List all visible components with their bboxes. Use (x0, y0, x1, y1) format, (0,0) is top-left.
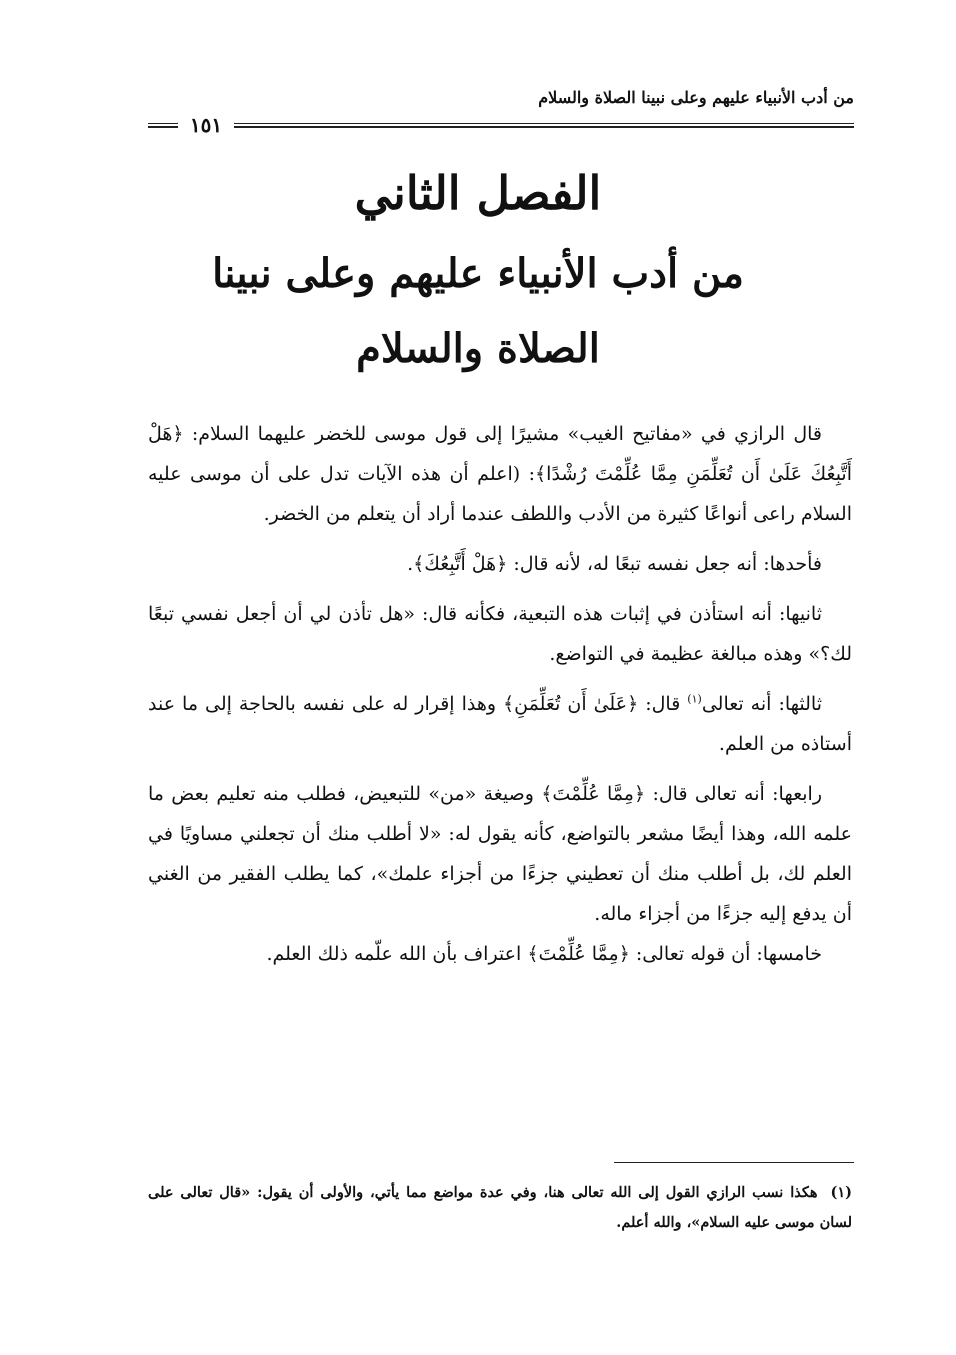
header-rule-long (234, 123, 854, 128)
chapter-subtitle-line-2: الصلاة والسلام (356, 325, 600, 372)
third-point-lead: ثالثها: أنه تعالى (701, 693, 822, 715)
footnote-marker: (١) (830, 1184, 852, 1201)
paragraph-fourth-point: رابعها: أنه تعالى قال: ﴿مِمَّا عُلِّمْتَ﴾ وصيغة «من» للتبعيض، فطلب منه تعليم بعض ما علمه الله، وهذا أيضًا مشعر بالتواضع، كأنه يقول له: «لا أطلب منك أن تجعلني مساويًا في العلم لك، بل أطلب منك أن تعطيني جزءًا من أجزاء علمك»، كما يطلب الفقير من الغني أن يدفع إليه جزءًا من أجزاء ماله. (148, 783, 852, 925)
header-rule-short (148, 123, 178, 128)
paragraph-fifth-point: خامسها: أن قوله تعالى: ﴿مِمَّا عُلِّمْتَ﴾ اعتراف بأن الله علّمه ذلك العلم. (266, 943, 822, 965)
chapter-title: الفصل الثاني (354, 166, 602, 220)
running-head-title: من أدب الأنبياء عليهم وعلى نبينا الصلاة والسلام (538, 88, 854, 107)
chapter-subtitle-line-1: من أدب الأنبياء عليهم وعلى نبينا (212, 250, 744, 297)
paragraph-second-point: ثانيها: أنه استأذن في إثبات هذه التبعية، فكأنه قال: «هل تأذن لي أن أجعل نفسي تبعًا لك؟» وهذه مبالغة عظيمة في التواضع. (148, 603, 852, 665)
third-point-rest: قال: ﴿عَلَىٰ أَن تُعَلِّمَنِ﴾ وهذا إقرار له على نفسه بالحاجة إلى ما عند أستاذه من العلم. (148, 693, 852, 755)
footnote-text: هكذا نسب الرازي القول إلى الله تعالى هنا، وفي عدة مواضع مما يأتي، والأولى أن يقول: «قال تعالى على لسان موسى عليه السلام»، والله أعلم. (148, 1184, 852, 1231)
header-rule (148, 113, 854, 137)
page-number: ١٥١ (182, 113, 230, 137)
footnote-reference: (١) (687, 692, 702, 706)
footnote-separator (614, 1162, 854, 1163)
paragraph-intro: قال الرازي في «مفاتيح الغيب» مشيرًا إلى قول موسى للخضر عليهما السلام: ﴿هَلْ أَتَّبِعُكَ عَلَىٰ أَن تُعَلِّمَنِ مِمَّا عُلِّمْتَ رُشْدًا﴾: (اعلم أن هذه الآيات تدل على أن موسى عليه السلام راعى أنواعًا كثيرة من الأدب واللطف عندما أراد أن يتعلم من الخضر. (148, 423, 852, 525)
paragraph-first-point: فأحدها: أنه جعل نفسه تبعًا له، لأنه قال: ﴿هَلْ أَتَّبِعُكَ﴾. (407, 553, 822, 575)
body-text (148, 414, 852, 974)
paragraph-third-point (148, 684, 852, 764)
footnote (148, 1178, 852, 1238)
